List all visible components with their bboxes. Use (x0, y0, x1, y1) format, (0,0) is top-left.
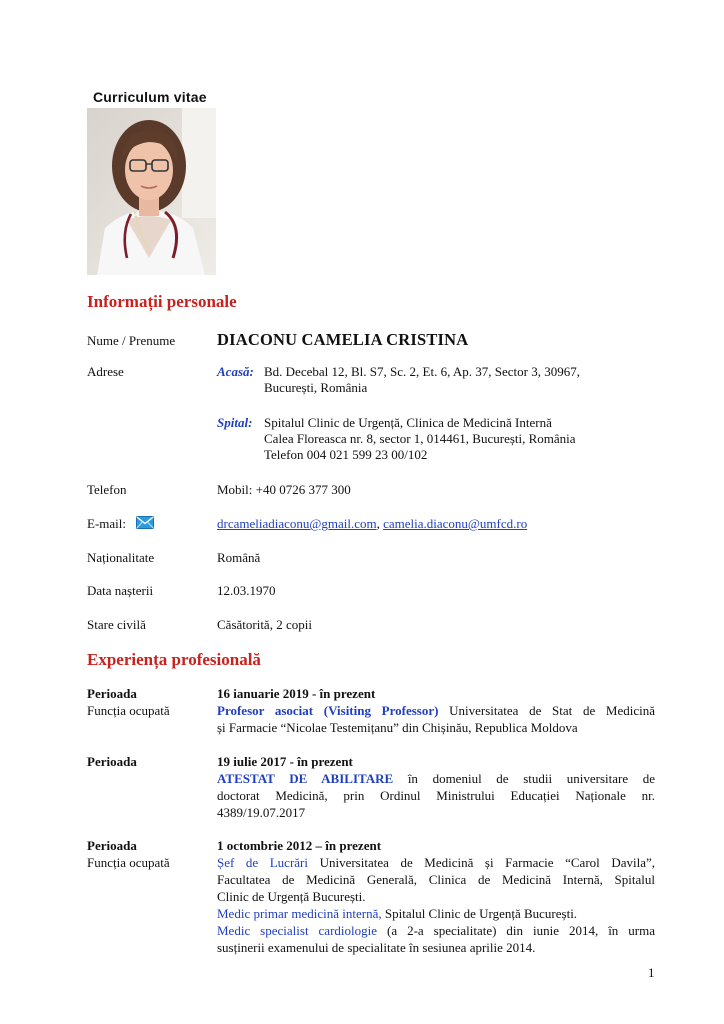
period-value: 16 ianuarie 2019 - în prezent (217, 686, 376, 701)
hospital-address-line-3: Telefon 004 021 599 23 00/102 (264, 447, 428, 462)
job-role: Șef de Lucrări (217, 855, 308, 870)
nationality-value: Română (217, 550, 261, 565)
email-separator: , (376, 516, 384, 531)
name-label: Nume / Prenume (87, 333, 176, 348)
job-role: Profesor asociat (Visiting Professor) (217, 703, 439, 718)
name-value: DIACONU CAMELIA CRISTINA (217, 330, 469, 349)
address-label: Adrese (87, 364, 124, 379)
home-address-line-2: București, România (264, 380, 368, 395)
job-line: ATESTAT DE ABILITARE în domeniul de studii universitare de (217, 771, 656, 786)
profile-photo (87, 108, 216, 275)
cv-title: Curriculum vitae (93, 89, 207, 105)
job-line: Medic specialist cardiologie (a 2-a specialitate) din iunie 2014, în urma (217, 923, 655, 938)
job-description (217, 702, 655, 736)
job-role-secondary: Medic primar medicină internă, (217, 906, 382, 921)
job-line: 4389/19.07.2017 (217, 805, 306, 820)
hospital-address-label: Spital: (217, 415, 253, 430)
page-number: 1 (648, 965, 655, 980)
job-line: Medic primar medicină internă, Spitalul Clinic de Urgență București. (217, 906, 578, 921)
period-value: 1 octombrie 2012 – în prezent (217, 838, 382, 853)
job-line: Facultatea de Medicină Generală, Clinica de Medicină Internă, Spitalul (217, 872, 655, 887)
job-role: ATESTAT DE ABILITARE (217, 771, 394, 786)
nationality-label: Naționalitate (87, 550, 155, 565)
birth-date-value: 12.03.1970 (217, 583, 276, 598)
portrait-illustration (87, 108, 216, 275)
envelope-icon (136, 516, 154, 529)
job-description (217, 854, 655, 956)
job-line: și Farmacie “Nicolae Testemițanu” din Chișinău, Republica Moldova (217, 720, 578, 735)
section-title-experience: Experiența profesională (87, 650, 261, 669)
home-address-label: Acasă: (217, 364, 254, 379)
email-values (217, 515, 527, 532)
period-value: 19 iulie 2017 - în prezent (217, 754, 353, 769)
period-label: Perioada (87, 686, 137, 701)
job-line: susținerii examenului de specialitate în sesiunea aprilie 2014. (217, 940, 536, 955)
civil-status-label: Stare civilă (87, 617, 146, 632)
hospital-address-line-2: Calea Floreasca nr. 8, sector 1, 014461, București, România (264, 431, 576, 446)
job-line: Clinic de Urgență București. (217, 889, 366, 904)
email-label: E-mail: (87, 516, 126, 531)
job-role-tertiary: Medic specialist cardiologie (217, 923, 378, 938)
email-link-work[interactable]: camelia.diaconu@umfcd.ro (383, 516, 528, 531)
home-address-line-1: Bd. Decebal 12, Bl. S7, Sc. 2, Et. 6, Ap. 37, Sector 3, 30967, (264, 364, 580, 379)
period-label: Perioada (87, 754, 137, 769)
phone-label: Telefon (87, 482, 127, 497)
job-line: Șef de Lucrări Universitatea de Medicină și Farmacie “Carol Davila”, (217, 855, 655, 870)
section-title-personal: Informații personale (87, 292, 237, 311)
civil-status-value: Căsătorită, 2 copii (217, 617, 312, 632)
email-link-personal[interactable]: drcameliadiaconu@gmail.com (217, 516, 377, 531)
hospital-address-line-1: Spitalul Clinic de Urgență, Clinica de Medicină Internă (264, 415, 552, 430)
phone-value: Mobil: +40 0726 377 300 (217, 482, 351, 497)
period-label: Perioada (87, 838, 137, 853)
job-line: Profesor asociat (Visiting Professor) Universitatea de Stat de Medicină (217, 703, 655, 718)
job-line: doctorat Medicină, prin Ordinul Ministrului Educației Naționale nr. (217, 788, 655, 803)
birth-date-label: Data nașterii (87, 583, 154, 598)
job-description (217, 770, 655, 821)
job-label: Funcția ocupată (87, 703, 170, 718)
job-label: Funcția ocupată (87, 855, 170, 870)
